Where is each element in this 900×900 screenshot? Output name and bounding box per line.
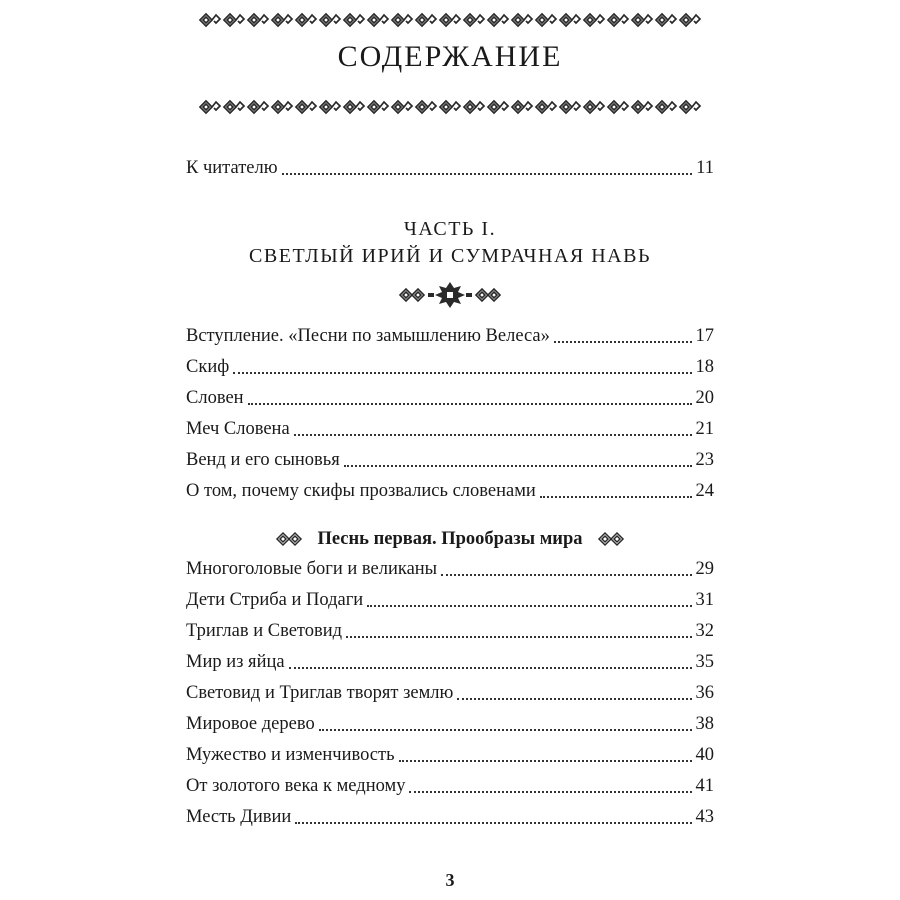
meander-motif: [632, 101, 652, 113]
leader-dots: [344, 465, 692, 467]
song-heading: [0, 524, 900, 554]
meander-motif: [368, 14, 388, 26]
toc-entry-page: 40: [695, 745, 714, 765]
meander-motif: [416, 14, 436, 26]
leader-dots: [457, 698, 691, 700]
toc-entry-label: Дети Стриба и Подаги: [186, 590, 364, 610]
leader-dots: [367, 605, 691, 607]
toc-entry-label: Триглав и Световид: [186, 621, 343, 641]
toc-entry-label: Вступление. «Песни по замышлению Велеса»: [186, 326, 550, 346]
toc-entry-page: 31: [695, 590, 714, 610]
toc-entry-page: 36: [695, 683, 714, 703]
meander-motif: [440, 14, 460, 26]
toc-entry[interactable]: [186, 415, 714, 443]
toc-entry-page: 21: [695, 419, 714, 439]
meander-motif: [464, 14, 484, 26]
meander-motif: [320, 101, 340, 113]
toc-entry-page: 41: [695, 776, 714, 796]
meander-motif: [200, 101, 220, 113]
toc-entry-label: Меч Словена: [186, 419, 290, 439]
leader-dots: [540, 496, 692, 498]
meander-motif: [680, 101, 700, 113]
meander-motif: [440, 101, 460, 113]
meander-motif: [560, 101, 580, 113]
meander-motif: [488, 101, 508, 113]
meander-motif: [296, 14, 316, 26]
toc-entry-label: Скиф: [186, 357, 230, 377]
toc-entry-label: О том, почему скифы прозвались словенами: [186, 481, 536, 501]
meander-motif: [344, 14, 364, 26]
toc-entry-label: От золотого века к медному: [186, 776, 406, 796]
folk-star-ornament-icon: [395, 280, 505, 310]
meander-band-icon: [185, 95, 715, 119]
meander-motif: [296, 101, 316, 113]
leader-dots: [248, 403, 692, 405]
toc-entry-page: 18: [695, 357, 714, 377]
meander-motif: [680, 14, 700, 26]
toc-entry[interactable]: [186, 679, 714, 707]
meander-motif: [272, 101, 292, 113]
top-ornament-svg: [185, 8, 715, 32]
toc-entry-label: Световид и Триглав творят землю: [186, 683, 454, 703]
toc-entry[interactable]: [186, 772, 714, 800]
meander-motif: [512, 14, 532, 26]
meander-motif: [560, 14, 580, 26]
toc-entry-page: 32: [695, 621, 714, 641]
meander-motif: [608, 14, 628, 26]
toc-entry-label: Словен: [186, 388, 244, 408]
meander-motif: [464, 101, 484, 113]
leader-dots: [441, 574, 691, 576]
toc-entry[interactable]: [186, 555, 714, 583]
meander-motif: [632, 14, 652, 26]
toc-entry-label: Венд и его сыновья: [186, 450, 340, 470]
toc-entry[interactable]: [186, 446, 714, 474]
part-heading-number: ЧАСТЬ I.: [403, 218, 497, 240]
diamond-ornament-icon: [595, 529, 625, 549]
meander-motif: [584, 101, 604, 113]
toc-entry-page: 29: [695, 559, 714, 579]
meander-motif: [224, 101, 244, 113]
meander-motif: [488, 14, 508, 26]
meander-motif: [392, 14, 412, 26]
page-number: 3: [445, 870, 455, 890]
meander-motif: [608, 101, 628, 113]
toc-entry-page: 20: [695, 388, 714, 408]
toc-entry[interactable]: [186, 353, 714, 381]
toc-entry-page: 23: [695, 450, 714, 470]
toc-entry[interactable]: [186, 384, 714, 412]
title-ornament-svg: [185, 95, 715, 119]
toc-entry-label: Мировое дерево: [186, 714, 315, 734]
meander-motif: [656, 101, 676, 113]
leader-dots: [289, 667, 692, 669]
toc-entry-page: 24: [695, 481, 714, 501]
meander-motif: [392, 101, 412, 113]
toc-entry-label: Месть Дивии: [186, 807, 292, 827]
meander-motif: [536, 14, 556, 26]
leader-dots: [554, 341, 692, 343]
meander-motif: [320, 14, 340, 26]
toc-entry[interactable]: [186, 154, 714, 182]
leader-dots: [319, 729, 692, 731]
leader-dots: [294, 434, 692, 436]
page-title: СОДЕРЖАНИЕ: [337, 40, 563, 73]
toc-entry-page: 43: [695, 807, 714, 827]
diamond-ornament-icon: [275, 529, 305, 549]
toc-entry[interactable]: [186, 477, 714, 505]
toc-entry-page: 35: [695, 652, 714, 672]
song-heading-title: Песнь первая. Прообразы мира: [317, 528, 583, 549]
toc-entry-label: Мужество и изменчивость: [186, 745, 395, 765]
toc-entry-page: 11: [696, 158, 714, 178]
toc-entry[interactable]: [186, 617, 714, 645]
toc-entry[interactable]: [186, 741, 714, 769]
meander-motif: [584, 14, 604, 26]
meander-motif: [536, 101, 556, 113]
toc-entry[interactable]: [186, 710, 714, 738]
meander-motif: [200, 14, 220, 26]
leader-dots: [409, 791, 691, 793]
part-heading-title: СВЕТЛЫЙ ИРИЙ И СУМРАЧНАЯ НАВЬ: [249, 245, 651, 267]
leader-dots: [346, 636, 691, 638]
meander-motif: [272, 14, 292, 26]
toc-entry-label: Мир из яйца: [186, 652, 285, 672]
meander-motif: [368, 101, 388, 113]
meander-motif: [224, 14, 244, 26]
meander-motif: [248, 14, 268, 26]
leader-dots: [399, 760, 692, 762]
toc-entry[interactable]: [186, 322, 714, 350]
meander-motif: [248, 101, 268, 113]
toc-entry-page: 17: [695, 326, 714, 346]
toc-entry-label: К читателю: [186, 158, 278, 178]
toc-entry[interactable]: [186, 586, 714, 614]
toc-entry-label: Многоголовые боги и великаны: [186, 559, 438, 579]
meander-motif: [656, 14, 676, 26]
meander-motif: [344, 101, 364, 113]
leader-dots: [233, 372, 691, 374]
toc-entry[interactable]: [186, 648, 714, 676]
meander-band-icon: [185, 8, 715, 32]
meander-motif: [512, 101, 532, 113]
toc-entry[interactable]: [186, 803, 714, 831]
toc-entry-page: 38: [695, 714, 714, 734]
leader-dots: [282, 173, 693, 175]
leader-dots: [295, 822, 691, 824]
meander-motif: [416, 101, 436, 113]
